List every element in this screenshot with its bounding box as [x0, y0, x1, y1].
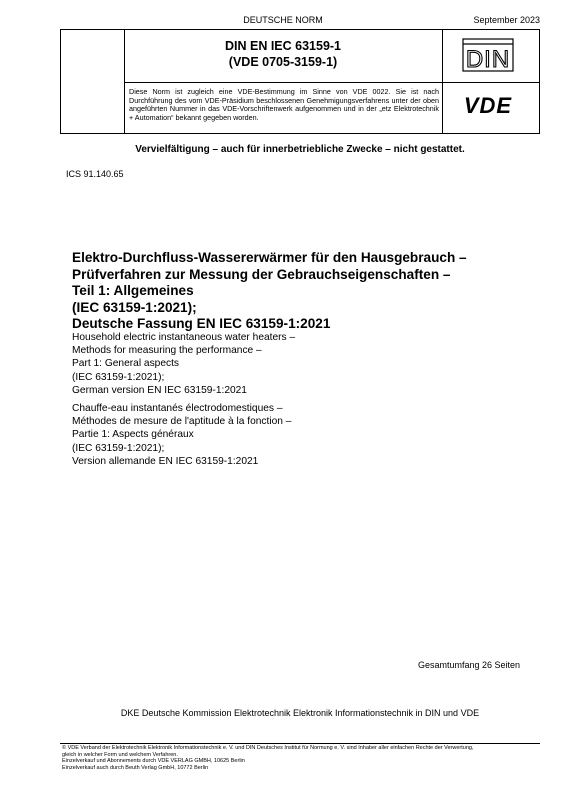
legal-line: © VDE Verband der Elektrotechnik Elektronik Informationstechnik e. V. und DIN Deutsches Institut für Normung e. V. sind Inhaber aller einfachen Rechte der Verwertung, [62, 745, 474, 751]
box-divider-middle [124, 82, 540, 83]
standard-number: DIN EN IEC 63159-1 [224, 39, 342, 53]
footer-rule [60, 743, 540, 744]
title-german-line: Teil 1: Allgemeines [72, 283, 194, 298]
norm-label: DEUTSCHE NORM [243, 15, 323, 25]
title-english-line: German version EN IEC 63159-1:2021 [72, 384, 247, 396]
issue-date: September 2023 [473, 15, 540, 25]
vde-logo-text: VDE [463, 93, 513, 118]
reproduction-notice: Vervielfältigung – auch für innerbetriebliche Zwecke – nicht gestattet. [135, 144, 465, 155]
vde-number: (VDE 0705-3159-1) [228, 55, 338, 69]
legal-notice [62, 745, 542, 771]
total-pages: Gesamtumfang 26 Seiten [417, 660, 520, 670]
vde-logo [452, 92, 524, 118]
din-logo [462, 38, 514, 72]
title-french-line: Chauffe-eau instantanés électrodomestiques – [72, 403, 283, 414]
title-english [72, 331, 295, 397]
title-german-line: Prüfverfahren zur Messung der Gebrauchseigenschaften – [72, 266, 451, 282]
title-french-line: (IEC 63159-1:2021); [72, 442, 165, 454]
title-french-line: Méthodes de mesure de l'aptitude à la fonction – [72, 416, 292, 428]
title-french [72, 402, 291, 468]
title-german-line: (IEC 63159-1:2021); [72, 299, 197, 315]
legal-line: Einzelverkauf und Abonnements durch VDE VERLAG GMBH, 10625 Berlin [62, 758, 245, 765]
legal-line: gleich in welcher Form und welchem Verfahren. [62, 751, 178, 758]
vde-approval-note: Diese Norm ist zugleich eine VDE-Bestimmung im Sinne von VDE 0022. Sie ist nach Durchführung des vom VDE-Präsidium beschlossenen Genehmigungsverfahrens unter der oben angeführten Nummer in das VDE-Vorschriftenwerk aufgenommen und in der „etz Elektrotechnik + Automation“ bekannt gegeben worden. [129, 87, 439, 122]
title-english-line: (IEC 63159-1:2021); [72, 371, 165, 383]
dke-commission: DKE Deutsche Kommission Elektrotechnik Elektronik Informationstechnik in DIN und VDE [120, 708, 480, 718]
ics-code: ICS 91.140.65 [66, 169, 124, 179]
din-logo-text: DIN [465, 46, 511, 72]
title-german-line: Deutsche Fassung EN IEC 63159-1:2021 [72, 316, 331, 331]
title-german-line: Elektro-Durchfluss-Wassererwärmer für den Hausgebrauch – [72, 250, 467, 265]
title-french-line: Version allemande EN IEC 63159-1:2021 [72, 455, 259, 467]
title-french-line: Partie 1: Aspects généraux [72, 429, 194, 441]
title-english-line: Household electric instantaneous water heaters – [72, 332, 296, 343]
legal-line: Einzelverkauf auch durch Beuth Verlag GmbH, 10772 Berlin [62, 764, 209, 771]
title-english-line: Methods for measuring the performance – [72, 345, 262, 357]
title-english-line: Part 1: General aspects [72, 358, 180, 370]
title-german [72, 250, 532, 333]
